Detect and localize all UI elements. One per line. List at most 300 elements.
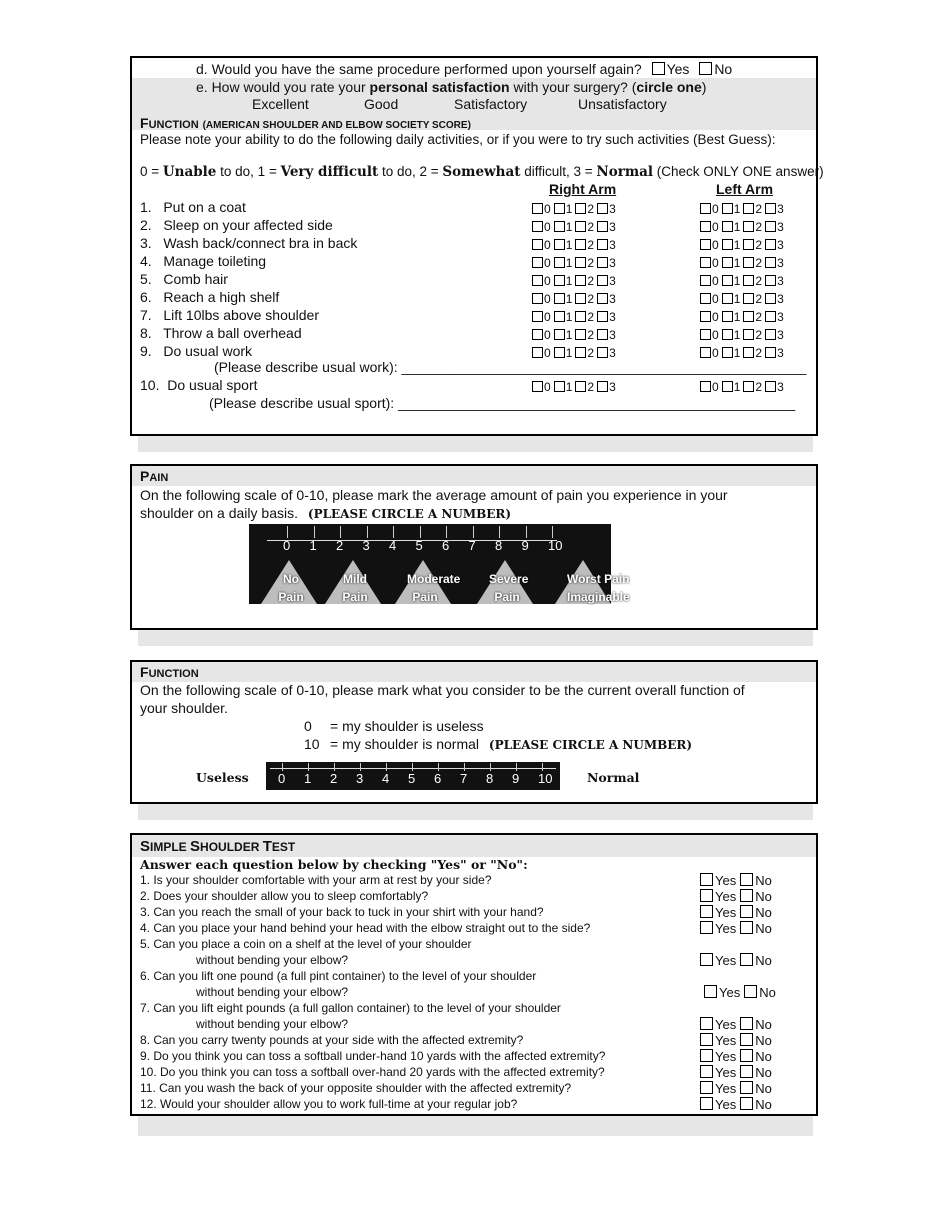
left-arm-checks-option-3[interactable]	[765, 292, 784, 306]
checkbox-icon[interactable]	[532, 203, 543, 214]
checkbox-icon[interactable]	[700, 905, 713, 918]
checkbox-icon[interactable]	[554, 329, 565, 340]
left-arm-checks-option-0[interactable]	[700, 202, 719, 216]
right-arm-checks-option-3[interactable]	[597, 238, 616, 252]
checkbox-icon[interactable]	[765, 221, 776, 232]
checkbox-icon[interactable]	[554, 203, 565, 214]
function-scale-number[interactable]: 3	[356, 771, 364, 786]
left-arm-checks-option-0[interactable]	[700, 310, 719, 324]
checkbox-icon[interactable]	[700, 873, 713, 886]
pain-scale-number[interactable]: 8	[495, 538, 503, 553]
checkbox-label: 0	[712, 380, 719, 394]
right-arm-checks-option-1[interactable]	[554, 256, 573, 270]
checkbox-icon[interactable]	[575, 221, 586, 232]
checkbox-icon[interactable]	[740, 1065, 753, 1078]
checkbox-icon[interactable]	[722, 257, 733, 268]
function-scale-number[interactable]: 7	[460, 771, 468, 786]
sst-answer-no[interactable]	[740, 1033, 772, 1048]
right-arm-checks-option-1[interactable]	[554, 346, 573, 360]
section-title-simple-shoulder-test: SIMPLE SHOULDER TEST	[140, 838, 296, 855]
checkbox-icon[interactable]	[765, 311, 776, 322]
function-scale-number[interactable]: 9	[512, 771, 520, 786]
function-scale-tick	[516, 763, 517, 771]
function-scale-tick	[490, 763, 491, 771]
checkbox-icon[interactable]	[532, 257, 543, 268]
right-arm-checks-option-2[interactable]	[575, 328, 594, 342]
sst-answer-11	[700, 1081, 772, 1096]
sst-answer-yes[interactable]	[700, 905, 736, 920]
pain-scale-number[interactable]: 5	[415, 538, 423, 553]
right-arm-checks-option-1[interactable]	[554, 310, 573, 324]
checkbox-icon[interactable]	[597, 221, 608, 232]
describe-usual-work[interactable]: (Please describe usual work): ____________________________________________________	[214, 359, 807, 375]
checkbox-icon[interactable]	[743, 329, 754, 340]
left-arm-checks-option-0[interactable]	[700, 220, 719, 234]
checkbox-icon[interactable]	[700, 311, 711, 322]
checkbox-icon[interactable]	[554, 347, 565, 358]
left-arm-checks-option-1[interactable]	[722, 292, 741, 306]
checkbox-label: No	[755, 905, 772, 920]
checkbox-label: 0	[712, 202, 719, 216]
left-arm-checks-option-3[interactable]	[765, 346, 784, 360]
right-arm-checks-option-2[interactable]	[575, 202, 594, 216]
right-arm-checks	[532, 328, 619, 342]
right-arm-checks-option-3[interactable]	[597, 328, 616, 342]
left-arm-checks-option-1[interactable]	[722, 274, 741, 288]
checkbox-icon[interactable]	[597, 347, 608, 358]
sst-answer-no[interactable]	[740, 1097, 772, 1112]
left-arm-checks-option-0[interactable]	[700, 328, 719, 342]
left-arm-checks-option-3[interactable]	[765, 238, 784, 252]
question-d-no[interactable]: No	[699, 61, 732, 77]
right-arm-checks-option-1[interactable]	[554, 238, 573, 252]
left-arm-checks-option-1[interactable]	[722, 238, 741, 252]
checkbox-icon[interactable]	[532, 381, 543, 392]
sst-answer-no[interactable]	[740, 1081, 772, 1096]
right-arm-checks-option-3[interactable]	[597, 202, 616, 216]
sst-answer-yes[interactable]	[700, 1065, 736, 1080]
checkbox-icon[interactable]	[743, 257, 754, 268]
sst-answer-no[interactable]	[744, 985, 776, 1000]
function-scale-number[interactable]: 0	[278, 771, 286, 786]
left-arm-checks-option-0[interactable]	[700, 274, 719, 288]
right-arm-checks-option-3[interactable]	[597, 274, 616, 288]
sst-answer-yes[interactable]	[700, 1049, 736, 1064]
left-arm-checks-option-1[interactable]	[722, 256, 741, 270]
left-arm-checks-option-0[interactable]	[700, 292, 719, 306]
checkbox-icon[interactable]	[554, 257, 565, 268]
checkbox-icon[interactable]	[743, 203, 754, 214]
checkbox-icon[interactable]	[597, 311, 608, 322]
checkbox-label: 0	[544, 292, 551, 306]
checkbox-icon[interactable]	[722, 381, 733, 392]
checkbox-label: Yes	[719, 985, 741, 1000]
right-arm-checks-option-2[interactable]	[575, 346, 594, 360]
right-arm-checks	[532, 238, 619, 252]
left-arm-checks-option-2[interactable]	[743, 238, 762, 252]
checkbox-icon[interactable]	[575, 329, 586, 340]
pain-scale-number[interactable]: 0	[283, 538, 291, 553]
checkbox-icon[interactable]	[700, 889, 713, 902]
sst-answer-yes[interactable]	[700, 1097, 736, 1112]
checkbox-icon[interactable]	[722, 221, 733, 232]
checkbox-icon[interactable]	[765, 381, 776, 392]
sst-answer-yes[interactable]	[700, 921, 736, 936]
checkbox-icon[interactable]	[699, 62, 712, 75]
checkbox-icon[interactable]	[722, 347, 733, 358]
right-arm-checks-option-0[interactable]	[532, 346, 551, 360]
checkbox-icon[interactable]	[700, 1049, 713, 1062]
checkbox-label: 2	[755, 346, 763, 360]
checkbox-icon[interactable]	[700, 1081, 713, 1094]
pain-level-label	[337, 570, 373, 606]
right-arm-checks-option-1[interactable]	[554, 274, 573, 288]
checkbox-label: 0	[544, 238, 551, 252]
sst-answer-no[interactable]	[740, 1017, 772, 1032]
checkbox-icon[interactable]	[575, 311, 586, 322]
sst-answer-yes[interactable]	[704, 985, 740, 1000]
checkbox-icon[interactable]	[700, 329, 711, 340]
checkbox-icon[interactable]	[700, 953, 713, 966]
sst-answer-no[interactable]	[740, 921, 772, 936]
function-scale-number[interactable]: 5	[408, 771, 416, 786]
left-arm-checks-option-1[interactable]	[722, 310, 741, 324]
right-arm-checks	[532, 346, 619, 360]
checkbox-label: 1	[565, 380, 573, 394]
checkbox-icon[interactable]	[700, 275, 711, 286]
pain-scale-number[interactable]: 9	[521, 538, 529, 553]
right-arm-checks-option-0[interactable]	[532, 292, 551, 306]
checkbox-icon[interactable]	[744, 985, 757, 998]
sst-q11: 11. Can you wash the back of your opposite shoulder with the affected extremity?	[140, 1081, 572, 1095]
sst-answer-8	[700, 1033, 772, 1048]
checkbox-label: 2	[755, 256, 763, 270]
checkbox-icon[interactable]	[765, 275, 776, 286]
sst-answer-yes[interactable]	[700, 889, 736, 904]
checkbox-icon[interactable]	[740, 953, 753, 966]
right-arm-checks-option-3[interactable]	[597, 256, 616, 270]
checkbox-icon[interactable]	[700, 293, 711, 304]
left-arm-checks-option-0[interactable]	[700, 346, 719, 360]
checkbox-icon[interactable]	[700, 1033, 713, 1046]
checkbox-icon[interactable]	[722, 275, 733, 286]
sst-answer-yes[interactable]	[700, 953, 736, 968]
left-arm-checks-option-2[interactable]	[743, 346, 762, 360]
checkbox-icon[interactable]	[700, 1097, 713, 1110]
question-d	[196, 61, 732, 77]
pain-scale-number[interactable]: 10	[548, 538, 563, 553]
pain-scale-number[interactable]: 1	[309, 538, 317, 553]
describe-usual-sport[interactable]: (Please describe usual sport): ___________________________________________________	[209, 395, 796, 411]
sst-q1: 1. Is your shoulder comfortable with your arm at rest by your side?	[140, 873, 492, 887]
checkbox-icon[interactable]	[740, 1033, 753, 1046]
left-arm-checks-option-3[interactable]	[765, 380, 784, 394]
rating-option-satisfactory[interactable]: Satisfactory	[454, 96, 528, 112]
checkbox-label: 0	[544, 256, 551, 270]
right-arm-checks-option-2[interactable]	[575, 238, 594, 252]
pain-level-label-line: Severe	[489, 572, 529, 586]
function-scale-number[interactable]: 4	[382, 771, 390, 786]
checkbox-icon[interactable]	[722, 329, 733, 340]
checkbox-icon[interactable]	[700, 257, 711, 268]
sst-answer-no[interactable]	[740, 953, 772, 968]
left-arm-checks-option-0[interactable]	[700, 256, 719, 270]
right-arm-checks-option-0[interactable]	[532, 380, 551, 394]
checkbox-icon[interactable]	[740, 889, 753, 902]
left-arm-checks-option-2[interactable]	[743, 202, 762, 216]
checkbox-icon[interactable]	[740, 1097, 753, 1110]
right-arm-checks-option-0[interactable]	[532, 202, 551, 216]
checkbox-icon[interactable]	[722, 293, 733, 304]
left-arm-checks-option-0[interactable]	[700, 380, 719, 394]
right-arm-checks-option-1[interactable]	[554, 202, 573, 216]
function-text-line1: On the following scale of 0-10, please mark what you consider to be the current overall function of	[140, 682, 745, 698]
checkbox-icon[interactable]	[740, 873, 753, 886]
checkbox-icon[interactable]	[597, 293, 608, 304]
checkbox-label: 2	[755, 292, 763, 306]
function-scale-number[interactable]: 1	[304, 771, 312, 786]
pain-scale-number[interactable]: 4	[389, 538, 397, 553]
checkbox-icon[interactable]	[700, 203, 711, 214]
pain-scale-number[interactable]: 7	[468, 538, 476, 553]
checkbox-label: No	[755, 1049, 772, 1064]
right-arm-checks-option-2[interactable]	[575, 380, 594, 394]
checkbox-icon[interactable]	[597, 239, 608, 250]
checkbox-label: 0	[712, 220, 719, 234]
checkbox-icon[interactable]	[700, 221, 711, 232]
function-scale-tick	[464, 763, 465, 771]
checkbox-icon[interactable]	[575, 257, 586, 268]
sst-answer-no[interactable]	[740, 873, 772, 888]
sst-answer-no[interactable]	[740, 889, 772, 904]
checkbox-icon[interactable]	[597, 275, 608, 286]
checkbox-label: 3	[609, 274, 616, 288]
right-arm-checks-option-0[interactable]	[532, 238, 551, 252]
checkbox-icon[interactable]	[700, 381, 711, 392]
right-arm-checks	[532, 256, 619, 270]
checkbox-icon[interactable]	[704, 985, 717, 998]
checkbox-icon[interactable]	[722, 311, 733, 322]
function-scale	[266, 762, 560, 790]
left-arm-checks	[700, 202, 787, 216]
left-arm-checks-option-2[interactable]	[743, 380, 762, 394]
sst-answer-2	[700, 889, 772, 904]
checkbox-icon[interactable]	[652, 62, 665, 75]
sst-answer-no[interactable]	[740, 905, 772, 920]
left-arm-checks-option-1[interactable]	[722, 346, 741, 360]
checkbox-icon[interactable]	[597, 329, 608, 340]
left-arm-checks-option-3[interactable]	[765, 256, 784, 270]
checkbox-icon[interactable]	[575, 347, 586, 358]
checkbox-icon[interactable]	[597, 381, 608, 392]
checkbox-icon[interactable]	[743, 347, 754, 358]
right-arm-checks-option-0[interactable]	[532, 328, 551, 342]
sst-answer-no[interactable]	[740, 1049, 772, 1064]
right-arm-checks-option-3[interactable]	[597, 346, 616, 360]
checkbox-icon[interactable]	[765, 293, 776, 304]
checkbox-icon[interactable]	[765, 203, 776, 214]
right-arm-checks-option-2[interactable]	[575, 274, 594, 288]
checkbox-label: 2	[755, 380, 763, 394]
checkbox-icon[interactable]	[575, 203, 586, 214]
checkbox-icon[interactable]	[597, 203, 608, 214]
checkbox-icon[interactable]	[700, 239, 711, 250]
checkbox-icon[interactable]	[743, 381, 754, 392]
pain-scale-number[interactable]: 2	[336, 538, 344, 553]
checkbox-label: 1	[565, 202, 573, 216]
right-arm-checks-option-1[interactable]	[554, 380, 573, 394]
rating-option-unsatisfactory[interactable]: Unsatisfactory	[578, 96, 667, 112]
section-shadow	[138, 630, 813, 646]
checkbox-icon[interactable]	[740, 1049, 753, 1062]
left-arm-checks-option-1[interactable]	[722, 202, 741, 216]
right-arm-checks-option-0[interactable]	[532, 256, 551, 270]
checkbox-label: 0	[544, 220, 551, 234]
right-arm-checks	[532, 202, 619, 216]
checkbox-label: 1	[733, 310, 741, 324]
checkbox-label: 3	[609, 202, 616, 216]
sst-answer-yes[interactable]	[700, 1033, 736, 1048]
left-arm-checks-option-3[interactable]	[765, 328, 784, 342]
checkbox-icon[interactable]	[740, 1017, 753, 1030]
pain-scale-number[interactable]: 6	[442, 538, 450, 553]
sst-answer-yes[interactable]	[700, 1081, 736, 1096]
checkbox-icon[interactable]	[743, 293, 754, 304]
checkbox-icon[interactable]	[597, 257, 608, 268]
function-scale-tick	[542, 763, 543, 771]
checkbox-label: No	[755, 921, 772, 936]
checkbox-label: 2	[587, 238, 595, 252]
question-d-text: d. Would you have the same procedure performed upon yourself again?	[196, 61, 642, 77]
pain-scale-number[interactable]: 3	[362, 538, 370, 553]
left-arm-checks-option-3[interactable]	[765, 202, 784, 216]
checkbox-icon[interactable]	[700, 1017, 713, 1030]
left-arm-checks-option-2[interactable]	[743, 292, 762, 306]
checkbox-label: 3	[777, 346, 784, 360]
right-arm-checks-option-0[interactable]	[532, 274, 551, 288]
sst-q10: 10. Do you think you can toss a softball over-hand 20 yards with the affected extremity?	[140, 1065, 605, 1079]
checkbox-label: Yes	[715, 1097, 737, 1112]
checkbox-icon[interactable]	[554, 221, 565, 232]
checkbox-icon[interactable]	[575, 239, 586, 250]
left-arm-checks-option-2[interactable]	[743, 256, 762, 270]
right-arm-checks-option-2[interactable]	[575, 256, 594, 270]
ases-item-10-label: 10. Do usual sport	[140, 377, 258, 393]
checkbox-icon[interactable]	[554, 381, 565, 392]
checkbox-icon[interactable]	[740, 1081, 753, 1094]
left-arm-checks-option-2[interactable]	[743, 328, 762, 342]
checkbox-icon[interactable]	[532, 347, 543, 358]
checkbox-icon[interactable]	[700, 347, 711, 358]
function-scale-number[interactable]: 10	[538, 771, 553, 786]
left-arm-checks-option-3[interactable]	[765, 220, 784, 234]
right-arm-checks-option-3[interactable]	[597, 292, 616, 306]
left-arm-checks-option-0[interactable]	[700, 238, 719, 252]
function-scale-number[interactable]: 6	[434, 771, 442, 786]
left-arm-checks-option-3[interactable]	[765, 310, 784, 324]
checkbox-icon[interactable]	[554, 311, 565, 322]
function-scale-number[interactable]: 2	[330, 771, 338, 786]
rating-option-excellent[interactable]: Excellent	[252, 96, 309, 112]
checkbox-icon[interactable]	[722, 239, 733, 250]
checkbox-icon[interactable]	[765, 329, 776, 340]
checkbox-icon[interactable]	[575, 381, 586, 392]
rating-option-good[interactable]: Good	[364, 96, 399, 112]
checkbox-icon[interactable]	[554, 239, 565, 250]
pain-level-label-line: No	[283, 572, 299, 586]
checkbox-icon[interactable]	[765, 239, 776, 250]
checkbox-icon[interactable]	[532, 311, 543, 322]
right-arm-checks-option-1[interactable]	[554, 328, 573, 342]
checkbox-icon[interactable]	[575, 293, 586, 304]
left-arm-checks-option-1[interactable]	[722, 220, 741, 234]
right-arm-checks-option-3[interactable]	[597, 380, 616, 394]
checkbox-icon[interactable]	[765, 257, 776, 268]
checkbox-icon[interactable]	[532, 329, 543, 340]
left-arm-checks-option-1[interactable]	[722, 328, 741, 342]
checkbox-icon[interactable]	[532, 239, 543, 250]
sst-answer-no[interactable]	[740, 1065, 772, 1080]
checkbox-label: 2	[587, 256, 595, 270]
normal-label: Normal	[587, 770, 640, 785]
right-arm-checks-option-2[interactable]	[575, 292, 594, 306]
right-arm-checks-option-2[interactable]	[575, 220, 594, 234]
checkbox-icon[interactable]	[740, 905, 753, 918]
simple-shoulder-test-section	[130, 833, 818, 1116]
checkbox-icon[interactable]	[743, 311, 754, 322]
sst-q6: 6. Can you lift one pound (a full pint container) to the level of your shoulder	[140, 969, 537, 983]
checkbox-icon[interactable]	[554, 293, 565, 304]
checkbox-label: 3	[609, 256, 616, 270]
checkbox-label: 2	[587, 202, 595, 216]
checkbox-icon[interactable]	[743, 239, 754, 250]
right-arm-checks-option-1[interactable]	[554, 220, 573, 234]
checkbox-icon[interactable]	[532, 275, 543, 286]
checkbox-icon[interactable]	[532, 293, 543, 304]
checkbox-icon[interactable]	[700, 1065, 713, 1078]
checkbox-icon[interactable]	[765, 347, 776, 358]
checkbox-label: 3	[609, 346, 616, 360]
checkbox-icon[interactable]	[575, 275, 586, 286]
right-arm-checks-option-0[interactable]	[532, 310, 551, 324]
right-arm-checks-option-3[interactable]	[597, 220, 616, 234]
checkbox-icon[interactable]	[532, 221, 543, 232]
right-arm-checks-option-0[interactable]	[532, 220, 551, 234]
ases-function-section	[130, 56, 824, 436]
checkbox-icon[interactable]	[700, 921, 713, 934]
left-arm-checks-option-2[interactable]	[743, 274, 762, 288]
question-d-yes[interactable]: Yes	[652, 61, 690, 77]
checkbox-icon[interactable]	[740, 921, 753, 934]
ases-instructions: Please note your ability to do the following daily activities, or if you were to try such activities (Best Guess):	[140, 132, 776, 147]
checkbox-icon[interactable]	[554, 275, 565, 286]
left-arm-checks-option-3[interactable]	[765, 274, 784, 288]
checkbox-icon[interactable]	[743, 275, 754, 286]
left-arm-checks-option-2[interactable]	[743, 310, 762, 324]
sst-answer-yes[interactable]	[700, 873, 736, 888]
left-arm-checks-option-1[interactable]	[722, 380, 741, 394]
checkbox-icon[interactable]	[743, 221, 754, 232]
function-scale-number[interactable]: 8	[486, 771, 494, 786]
checkbox-label: No	[759, 985, 776, 1000]
sst-answer-yes[interactable]	[700, 1017, 736, 1032]
left-arm-checks-option-2[interactable]	[743, 220, 762, 234]
right-arm-checks-option-2[interactable]	[575, 310, 594, 324]
pain-scale-tick	[499, 526, 500, 538]
checkbox-icon[interactable]	[722, 203, 733, 214]
right-arm-checks-option-1[interactable]	[554, 292, 573, 306]
right-arm-checks-option-3[interactable]	[597, 310, 616, 324]
